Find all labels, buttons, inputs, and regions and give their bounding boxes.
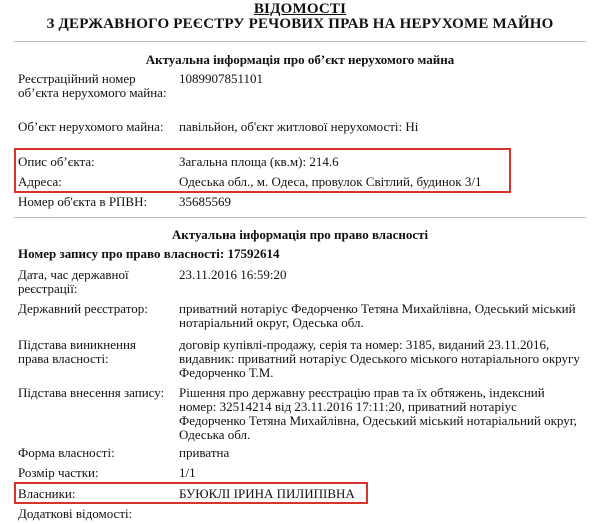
field-label: Дата, час державної реєстрації: (18, 267, 129, 296)
field-value: Одеська обл., м. Одеса, провулок Світлий, будинок 3/1 (179, 174, 482, 189)
field-value: приватна (179, 445, 230, 460)
field-value: 1/1 (179, 465, 196, 480)
field-label: Підстава внесення запису: (18, 385, 165, 400)
field-value: 35685569 (179, 194, 231, 209)
section-divider (14, 41, 586, 42)
document-title-line1: ВІДОМОСТІ (253, 1, 347, 17)
field-value: 1089907851101 (179, 71, 264, 86)
field-value: 23.11.2016 16:59:20 (179, 267, 287, 282)
field-label: Власники: (18, 486, 76, 501)
field-label: Номер об'єкта в РПВН: (18, 194, 148, 209)
section-divider (14, 217, 586, 218)
property-section-heading: Актуальна інформація про об’єкт нерухомого майна (145, 52, 455, 67)
field-value: Рішення про державну реєстрацію прав та їх обтяжень, індексний номер: 32514214 від 23.11.2016 17:11:20, приватний нотаріус Федорченко Тетяна Михайлівна, Одеський міський нотаріальний округ, Одеська обл. (179, 385, 577, 442)
field-label: Адреса: (18, 174, 62, 189)
ownership-section-heading: Актуальна інформація про право власності (171, 227, 429, 242)
field-label: Державний реєстратор: (18, 301, 148, 316)
field-value: приватний нотаріус Федорченко Тетяна Михайлівна, Одеський міський нотаріальний округ, Одеська обл. (179, 301, 576, 330)
field-value: БУЮКЛІ ІРИНА ПИЛИПІВНА (179, 486, 355, 501)
field-label: Опис об’єкта: (18, 154, 95, 169)
field-value: договір купівлі-продажу, серія та номер: 3185, виданий 23.11.2016, видавник: приватний нотаріус Одеського міського нотаріального округу Федорченко Т.М. (179, 337, 580, 380)
field-label: Об’єкт нерухомого майна: (18, 119, 164, 134)
field-label: Форма власності: (18, 445, 115, 460)
document-title (0, 2, 600, 32)
field-label: Розмір частки: (18, 465, 99, 480)
field-value: Загальна площа (кв.м): 214.6 (179, 154, 339, 169)
field-value: павільйон, об'єкт житлової нерухомості: Ні (179, 119, 419, 134)
record-number-title: Номер запису про право власності: 17592614 (18, 246, 280, 261)
field-label: Додаткові відомості: (18, 506, 133, 521)
field-label: Реєстраційний номер об’єкта нерухомого майна: (18, 71, 167, 100)
field-label: Підстава виникнення права власності: (18, 337, 136, 366)
document-title-line2: З ДЕРЖАВНОГО РЕЄСТРУ РЕЧОВИХ ПРАВ НА НЕРУХОМЕ МАЙНО (46, 16, 554, 32)
